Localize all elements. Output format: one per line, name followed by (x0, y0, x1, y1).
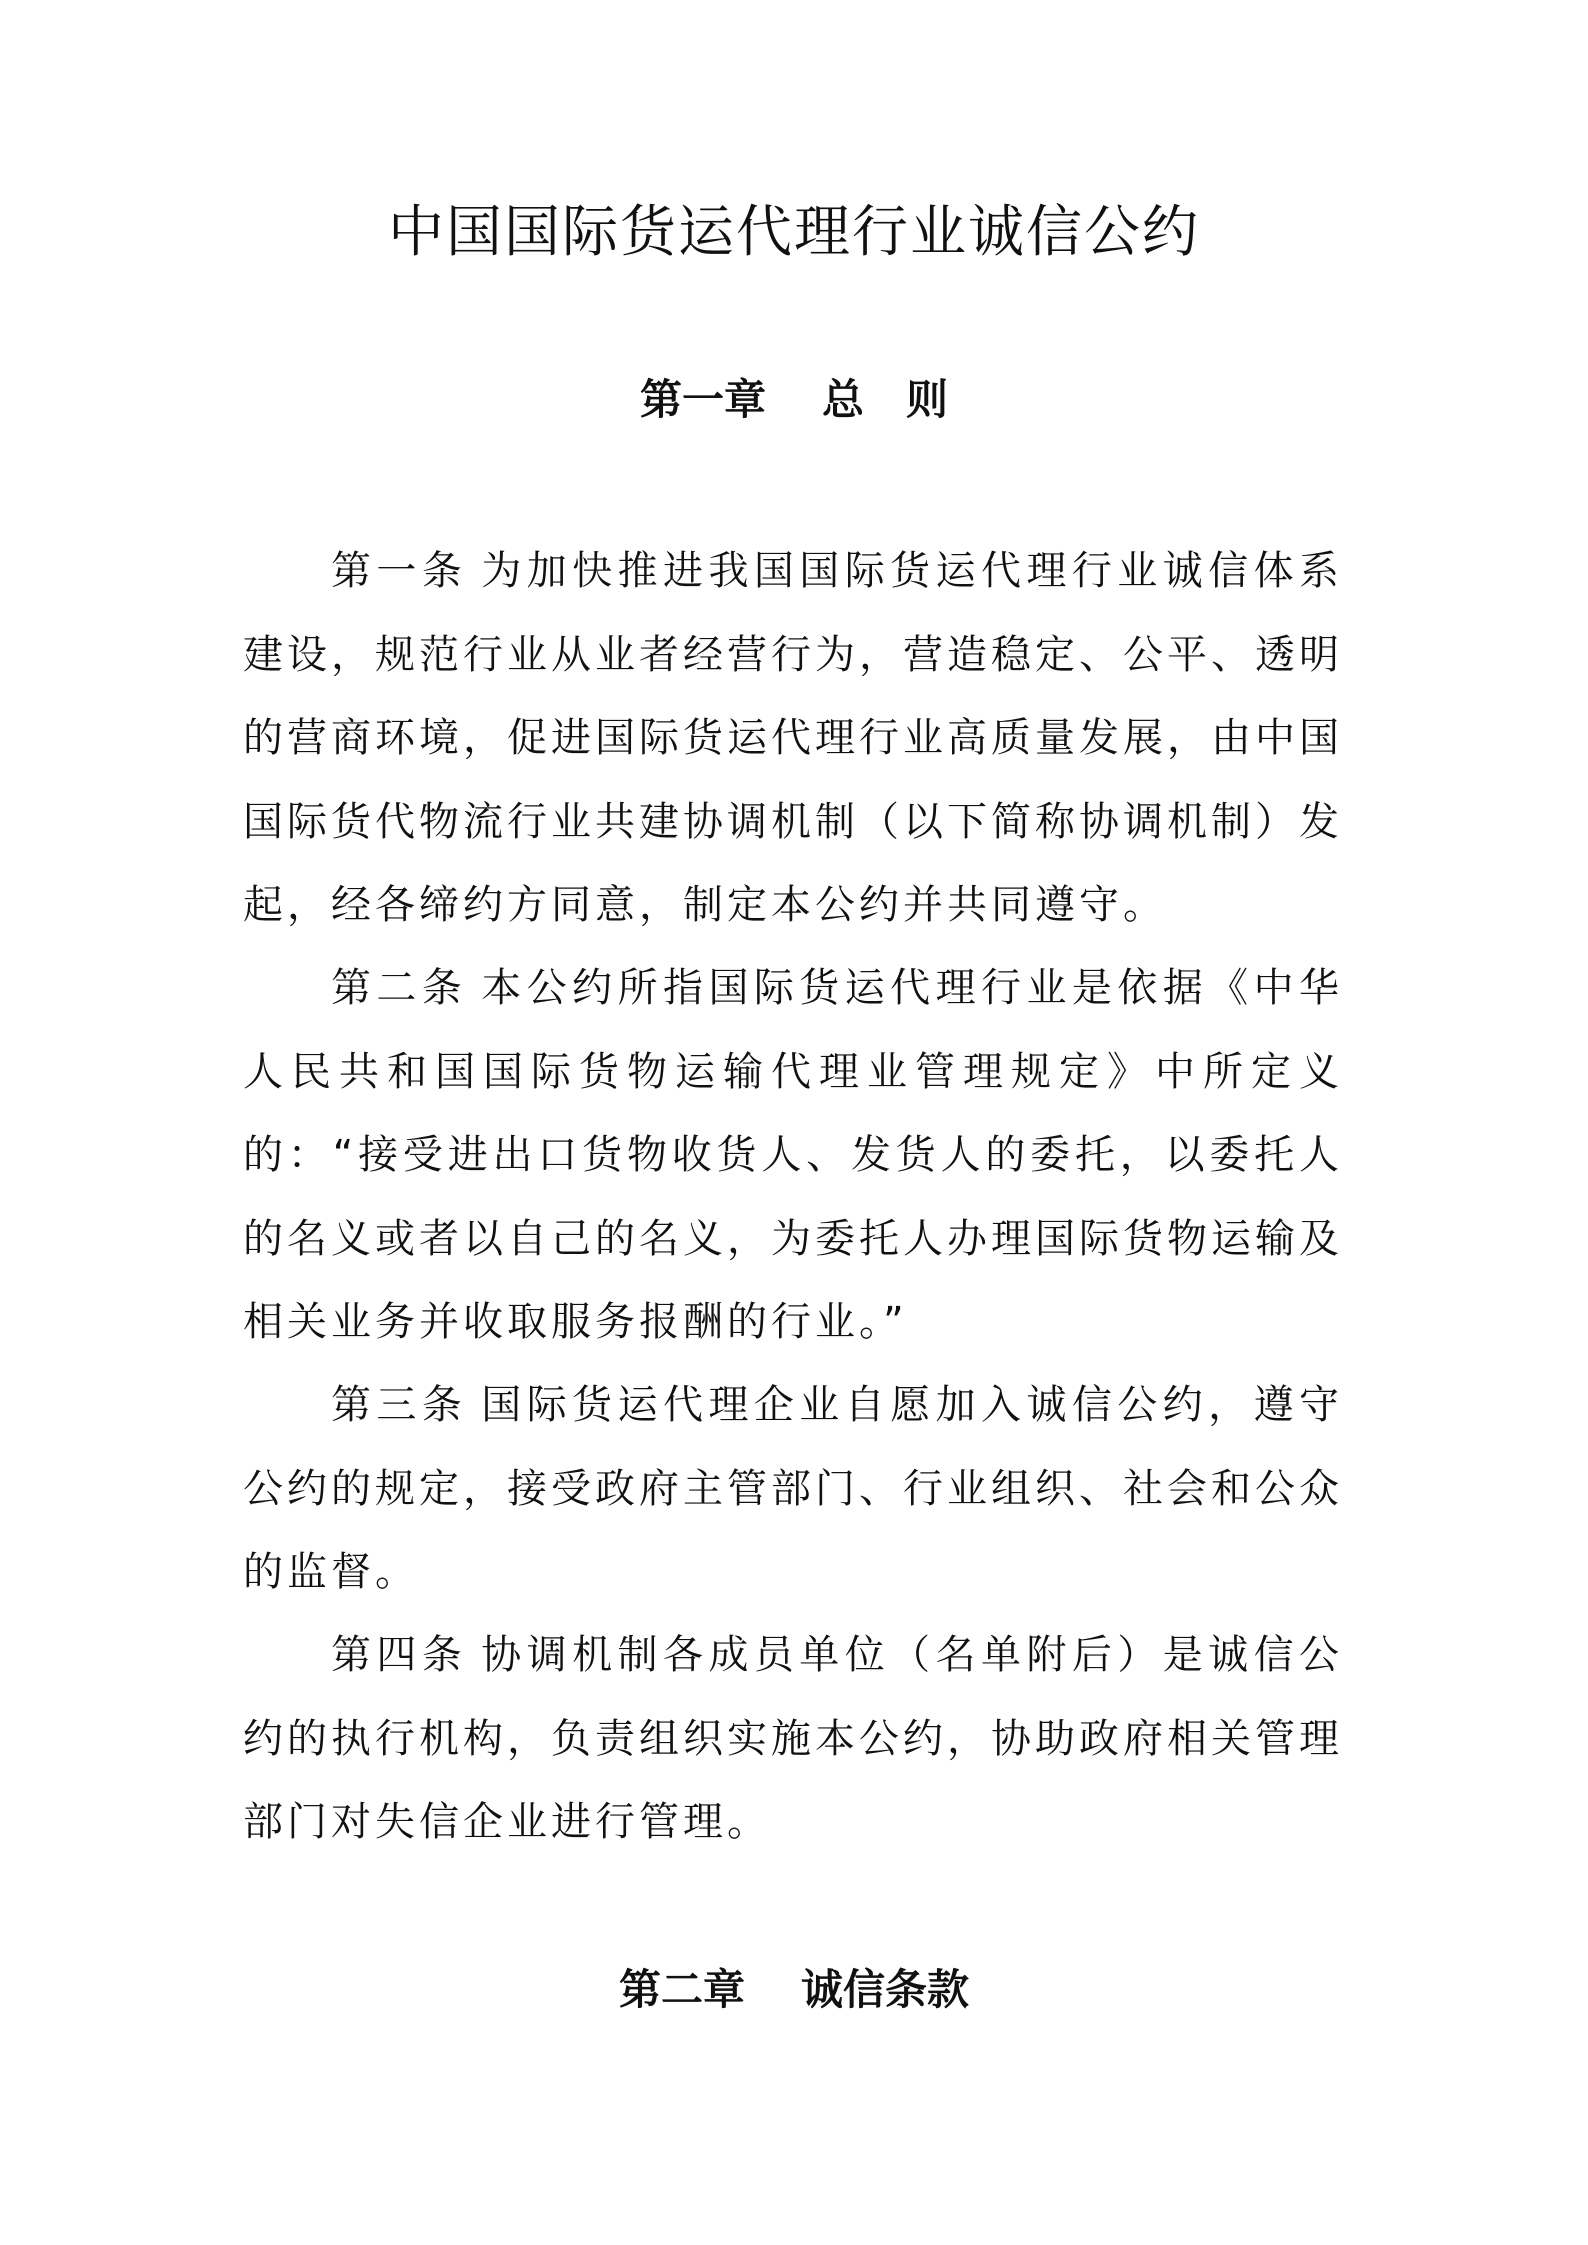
chapter-heading-2 (0, 1962, 1588, 2018)
article-text: 协调机制各成员单位（名单附后）是诚信公约的执行机构，负责组织实施本公约，协助政府相关管理部门对失信企业进行管理。 (243, 1632, 1344, 1845)
chapter-number: 第一章 (639, 375, 766, 424)
article-2 (243, 947, 1343, 1365)
article-4 (243, 1614, 1343, 1865)
article-text: 为加快推进我国国际货运代理行业诚信体系建设，规范行业从业者经营行为，营造稳定、公平、透明的营商环境，促进国际货运代理行业高质量发展，由中国国际货代物流行业共建协调机制（以下简称协调机制）发起，经各缔约方同意，制定本公约并共同遵守。 (243, 548, 1344, 928)
document-title: 中国国际货运代理行业诚信公约 (388, 200, 1200, 265)
article-3 (243, 1364, 1343, 1615)
chapter-name: 总 则 (822, 375, 949, 424)
article-number: 第四条 (331, 1632, 468, 1678)
article-1 (243, 530, 1343, 948)
article-number: 第二条 (331, 965, 468, 1011)
article-text: 国际货运代理企业自愿加入诚信公约，遵守公约的规定，接受政府主管部门、行业组织、社会和公众的监督。 (243, 1382, 1344, 1595)
article-number: 第三条 (331, 1382, 468, 1428)
chapter-name: 诚信条款 (801, 1965, 970, 2014)
article-number: 第一条 (331, 548, 468, 594)
chapter-heading-1 (0, 372, 1588, 428)
chapter-number: 第二章 (618, 1965, 745, 2014)
article-text: 本公约所指国际货运代理行业是依据《中华人民共和国国际货物运输代理业管理规定》中所定义的：“接受进出口货物收货人、发货人的委托，以委托人的名义或者以自己的名义，为委托人办理国际货物运输及相关业务并收取服务报酬的行业。” (243, 965, 1344, 1345)
